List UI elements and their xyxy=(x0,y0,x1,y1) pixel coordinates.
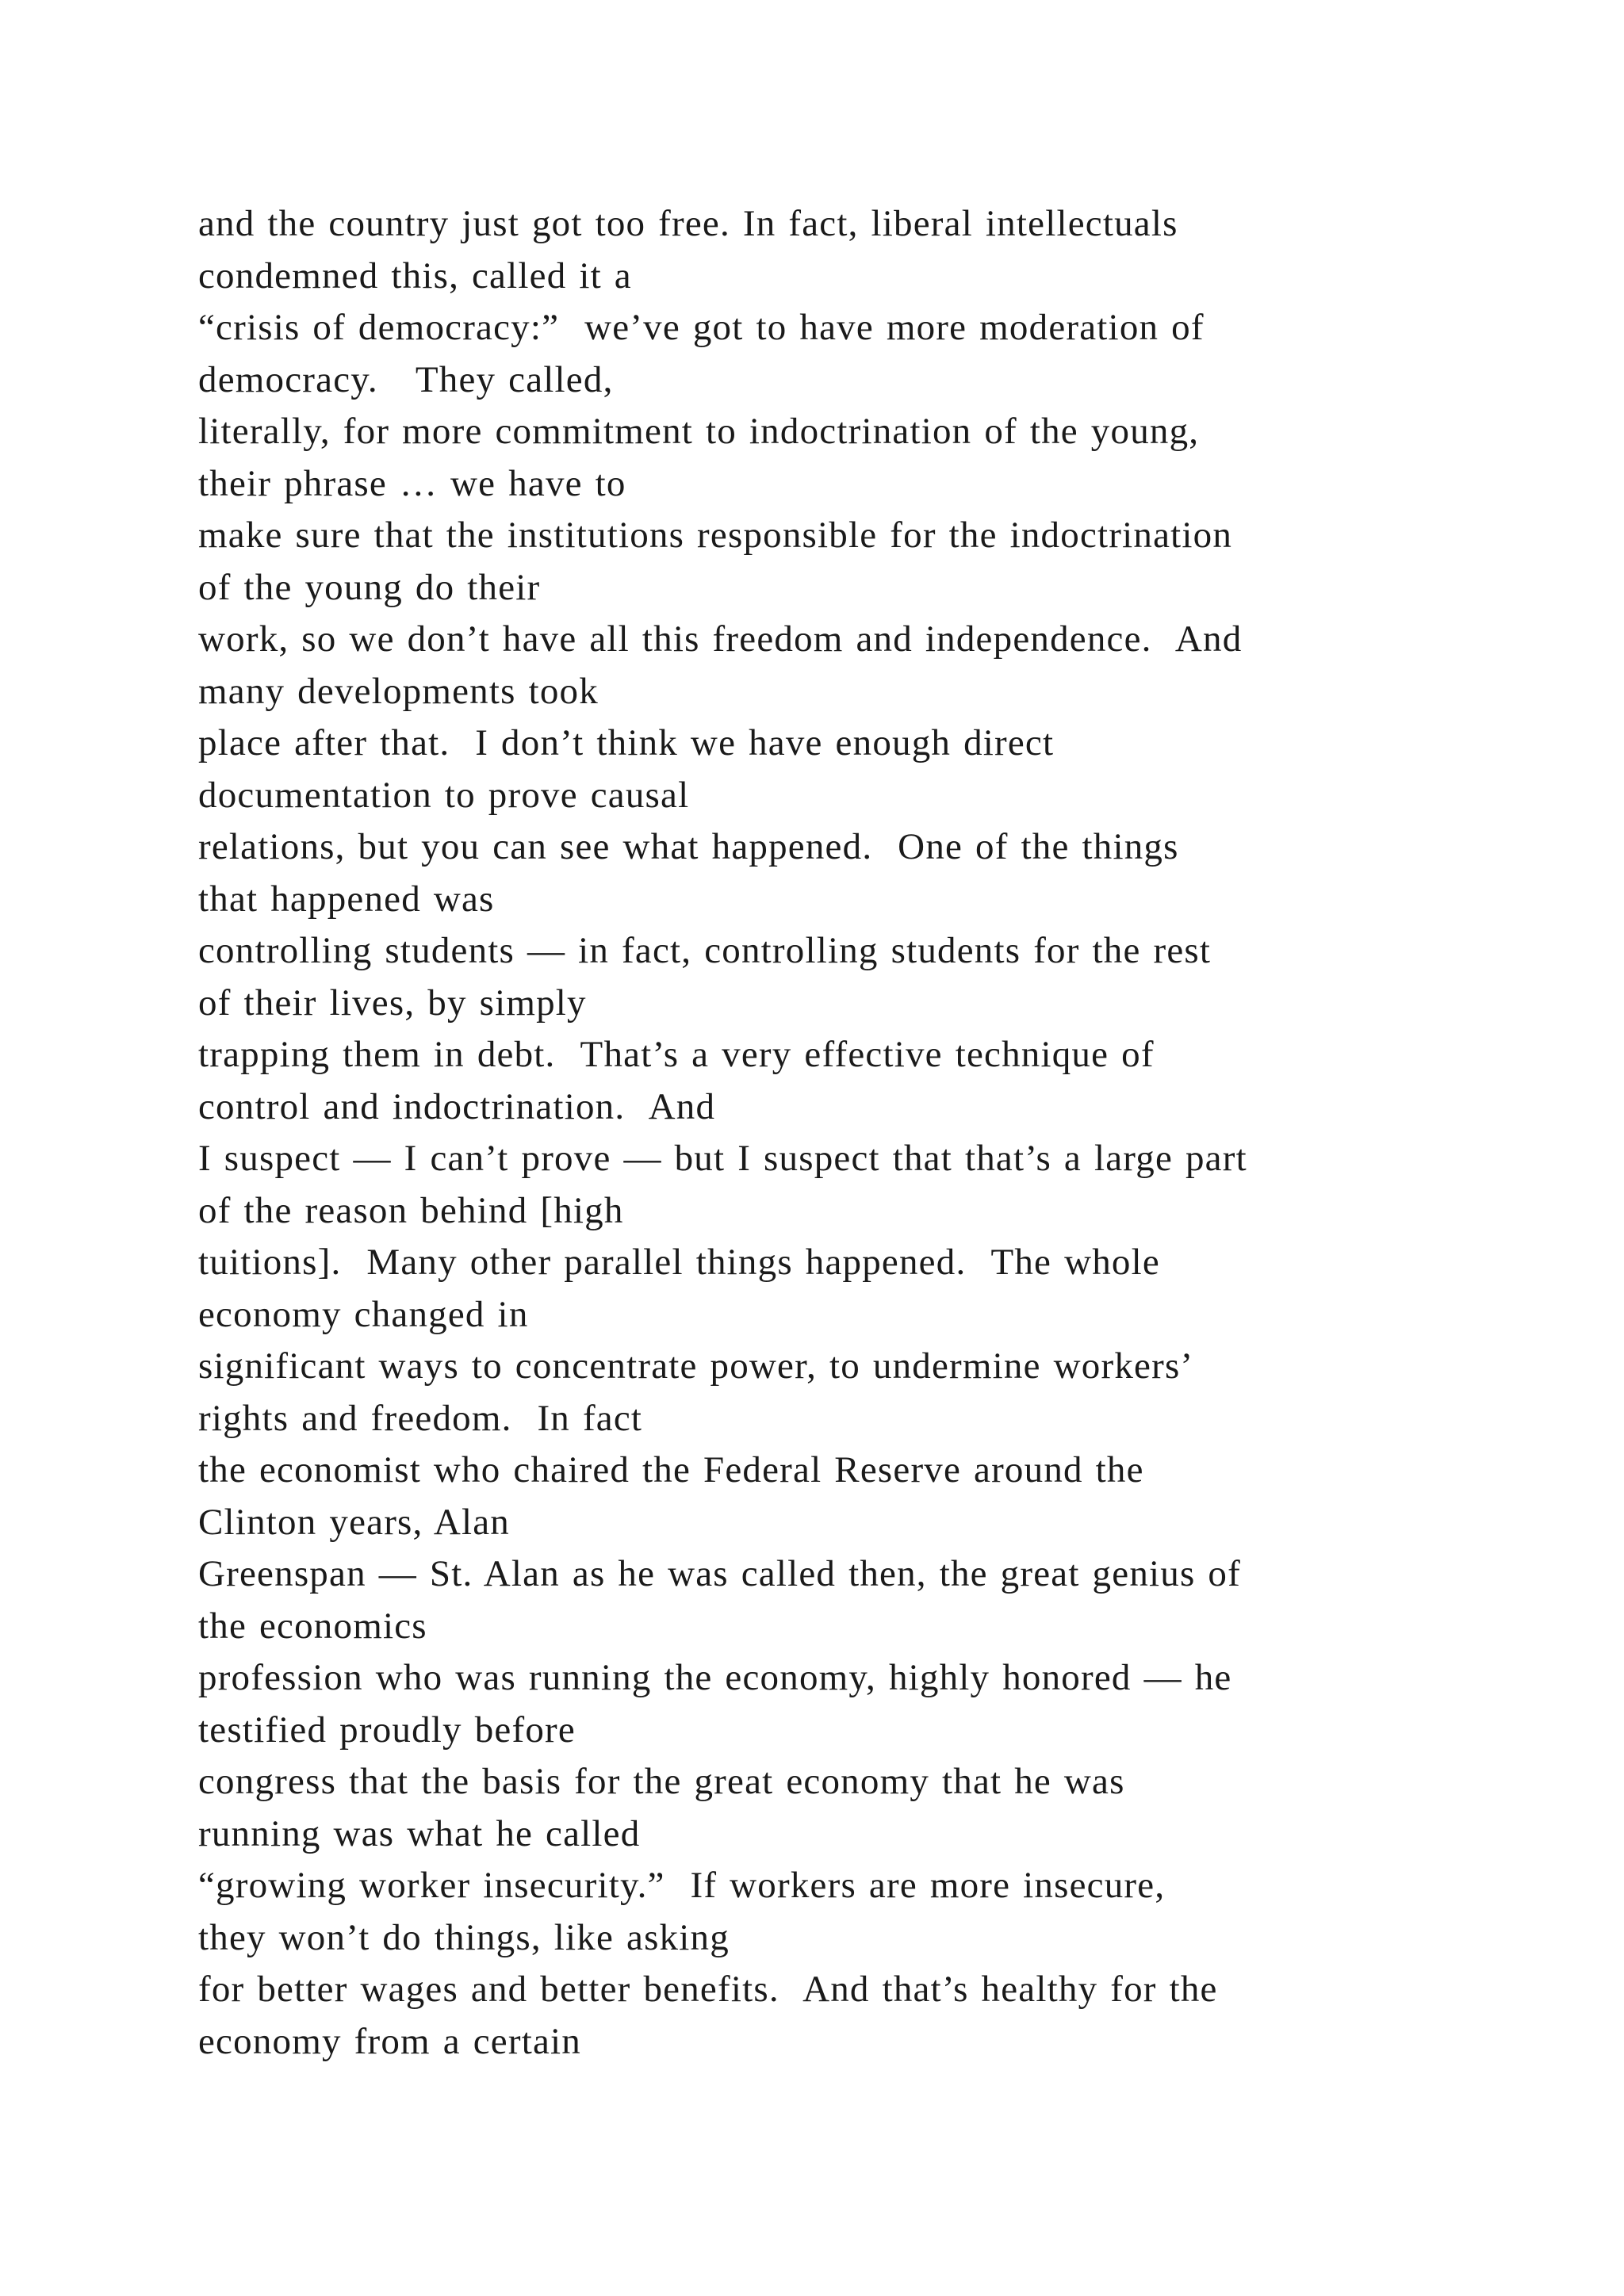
text-line: and the country just got too free. In fact, liberal intellectuals xyxy=(198,203,1178,244)
text-line: testified proudly before xyxy=(198,1709,576,1751)
text-line: they won’t do things, like asking xyxy=(198,1916,730,1958)
text-line: the economist who chaired the Federal Reserve around the xyxy=(198,1449,1144,1490)
text-line: economy from a certain xyxy=(198,2020,582,2062)
text-line: tuitions]. Many other parallel things happened. The whole xyxy=(198,1242,1160,1283)
text-line: I suspect — I can’t prove — but I suspect that that’s a large part xyxy=(198,1138,1247,1179)
text-line: many developments took xyxy=(198,670,599,712)
text-line: “crisis of democracy:” we’ve got to have more moderation of xyxy=(198,307,1205,348)
text-line: place after that. I don’t think we have enough direct xyxy=(198,722,1055,763)
text-line: congress that the basis for the great economy that he was xyxy=(198,1761,1125,1802)
text-line: economy changed in xyxy=(198,1293,529,1335)
text-line: their phrase … we have to xyxy=(198,462,626,504)
text-line: make sure that the institutions responsible for the indoctrination xyxy=(198,515,1233,556)
text-line: Greenspan — St. Alan as he was called then, the great genius of xyxy=(198,1553,1241,1594)
text-line: running was what he called xyxy=(198,1812,641,1854)
text-line: for better wages and better benefits. And that’s healthy for the xyxy=(198,1969,1218,2010)
text-line: democracy. They called, xyxy=(198,358,614,400)
text-line: condemned this, called it a xyxy=(198,254,632,297)
text-line: relations, but you can see what happened. One of the things xyxy=(198,826,1179,867)
text-line: of the young do their xyxy=(198,566,541,608)
text-line: literally, for more commitment to indoctrination of the young, xyxy=(198,411,1200,452)
text-line: significant ways to concentrate power, to undermine workers’ xyxy=(198,1345,1194,1387)
body-text xyxy=(198,198,1467,2068)
text-line: documentation to prove causal xyxy=(198,774,690,816)
text-line: work, so we don’t have all this freedom and independence. And xyxy=(198,618,1243,660)
text-line: control and indoctrination. And xyxy=(198,1085,716,1127)
text-line: of the reason behind [high xyxy=(198,1189,624,1231)
text-line: controlling students — in fact, controlling students for the rest xyxy=(198,930,1212,971)
text-line: “growing worker insecurity.” If workers are more insecure, xyxy=(198,1865,1166,1906)
text-line: Clinton years, Alan xyxy=(198,1501,511,1543)
text-line: trapping them in debt. That’s a very effective technique of xyxy=(198,1034,1155,1075)
text-line: of their lives, by simply xyxy=(198,982,587,1024)
text-line: the economics xyxy=(198,1605,427,1647)
text-line: rights and freedom. In fact xyxy=(198,1397,643,1439)
text-line: that happened was xyxy=(198,878,495,920)
text-line: profession who was running the economy, highly honored — he xyxy=(198,1657,1232,1698)
